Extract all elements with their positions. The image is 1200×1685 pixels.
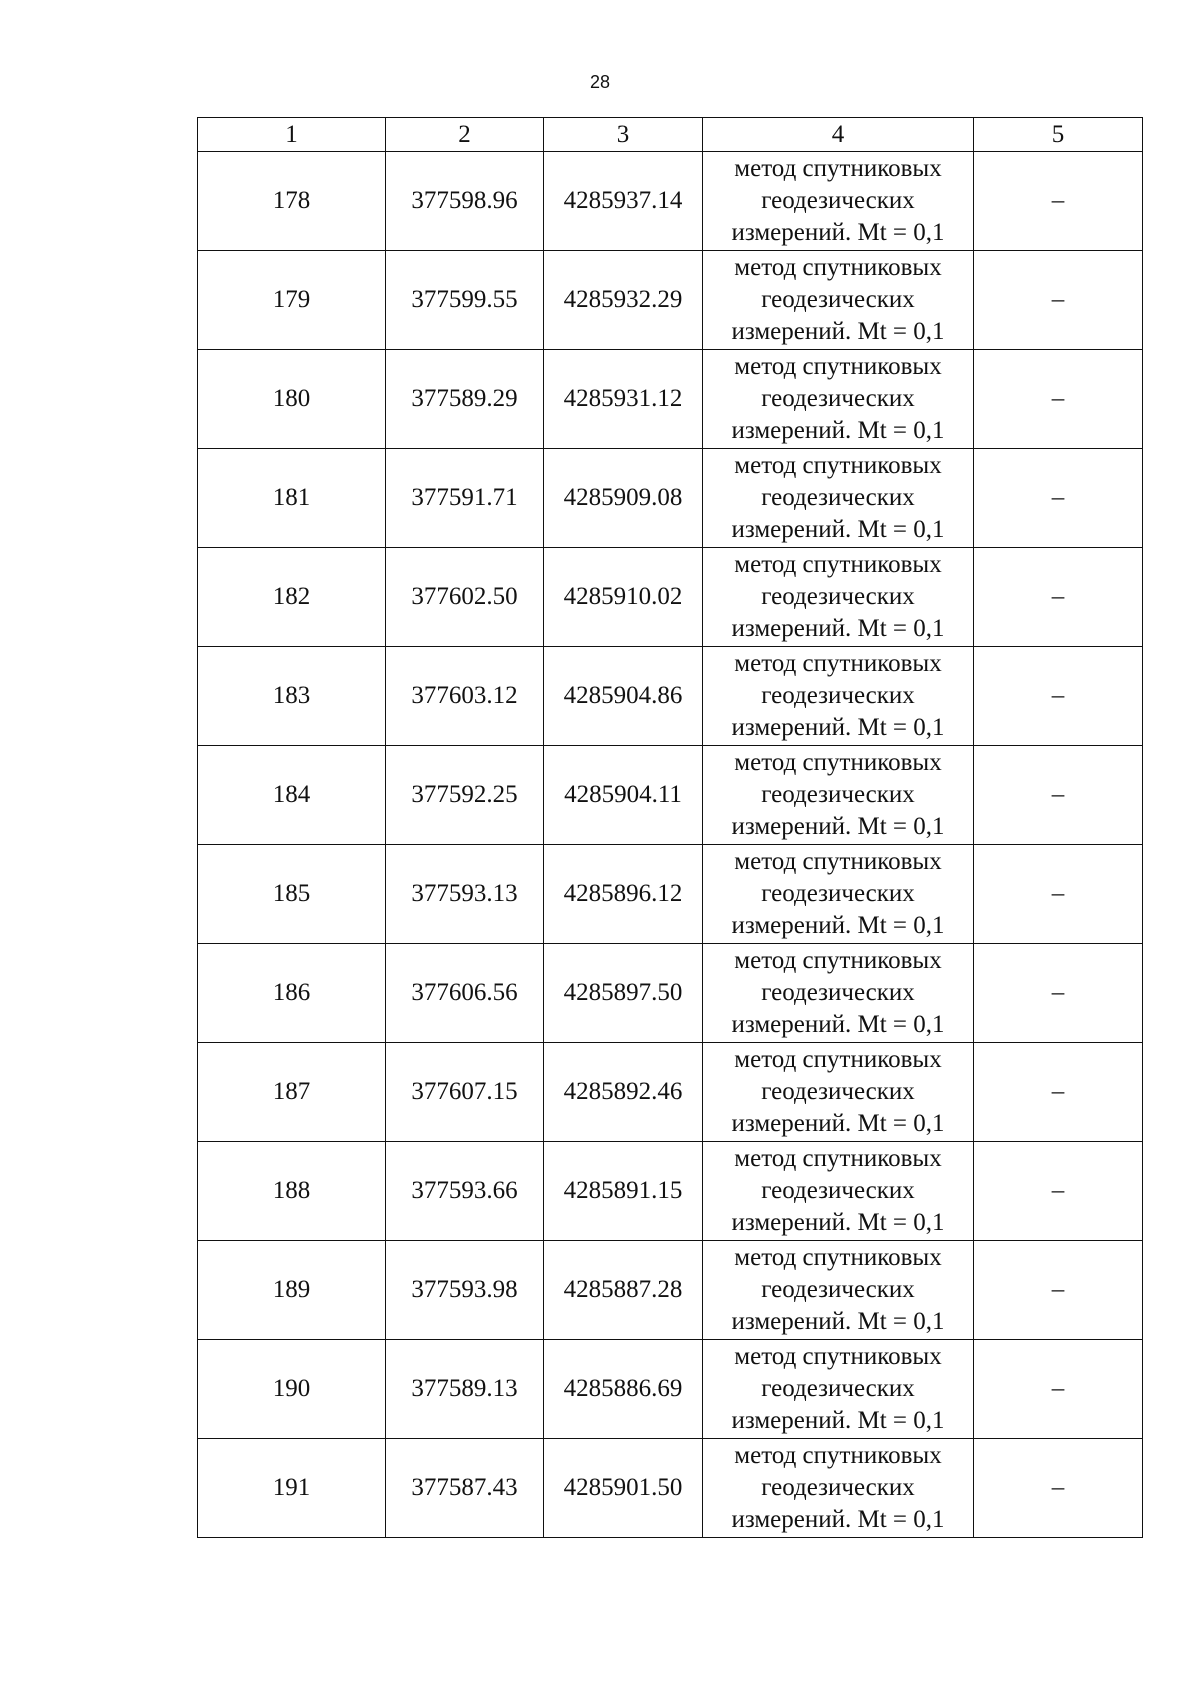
- note-cell: –: [974, 845, 1143, 944]
- method-cell: [703, 1142, 974, 1241]
- note-cell: –: [974, 449, 1143, 548]
- method-line: метод спутниковых: [734, 1046, 942, 1073]
- point-number-cell: 186: [198, 944, 386, 1043]
- table-row: [198, 251, 1143, 350]
- method-line: геодезических: [761, 484, 915, 511]
- point-number-cell: 183: [198, 647, 386, 746]
- note-cell: –: [974, 944, 1143, 1043]
- point-number-cell: 187: [198, 1043, 386, 1142]
- x-coordinate-cell: 377607.15: [386, 1043, 544, 1142]
- method-line: измерений. Mt = 0,1: [731, 417, 945, 444]
- method-line: измерений. Mt = 0,1: [731, 516, 945, 543]
- point-number-cell: 181: [198, 449, 386, 548]
- y-coordinate-cell: 4285937.14: [544, 152, 703, 251]
- point-number-cell: 189: [198, 1241, 386, 1340]
- method-line: геодезических: [761, 682, 915, 709]
- x-coordinate-cell: 377587.43: [386, 1439, 544, 1538]
- method-line: геодезических: [761, 286, 915, 313]
- method-cell: [703, 647, 974, 746]
- table-row: [198, 449, 1143, 548]
- point-number-cell: 185: [198, 845, 386, 944]
- method-line: метод спутниковых: [734, 1145, 942, 1172]
- point-number-cell: 178: [198, 152, 386, 251]
- y-coordinate-cell: 4285886.69: [544, 1340, 703, 1439]
- y-coordinate-cell: 4285904.86: [544, 647, 703, 746]
- note-cell: –: [974, 1241, 1143, 1340]
- method-line: геодезических: [761, 1177, 915, 1204]
- method-line: метод спутниковых: [734, 947, 942, 974]
- table-row: [198, 350, 1143, 449]
- x-coordinate-cell: 377589.13: [386, 1340, 544, 1439]
- method-line: метод спутниковых: [734, 1442, 942, 1469]
- point-number-cell: 184: [198, 746, 386, 845]
- x-coordinate-cell: 377606.56: [386, 944, 544, 1043]
- method-line: измерений. Mt = 0,1: [731, 1209, 945, 1236]
- coordinates-table: [197, 117, 1143, 1538]
- method-cell: [703, 548, 974, 647]
- method-line: метод спутниковых: [734, 1244, 942, 1271]
- table-row: [198, 1340, 1143, 1439]
- method-line: измерений. Mt = 0,1: [731, 1110, 945, 1137]
- table-row: [198, 1043, 1143, 1142]
- table-body: [198, 152, 1143, 1538]
- method-line: метод спутниковых: [734, 650, 942, 677]
- note-cell: –: [974, 350, 1143, 449]
- x-coordinate-cell: 377589.29: [386, 350, 544, 449]
- y-coordinate-cell: 4285887.28: [544, 1241, 703, 1340]
- y-coordinate-cell: 4285897.50: [544, 944, 703, 1043]
- header-col-5: 5: [974, 118, 1143, 152]
- table-row: [198, 944, 1143, 1043]
- note-cell: –: [974, 1142, 1143, 1241]
- method-cell: [703, 152, 974, 251]
- method-line: метод спутниковых: [734, 155, 942, 182]
- method-cell: [703, 1340, 974, 1439]
- note-cell: –: [974, 647, 1143, 746]
- method-cell: [703, 1439, 974, 1538]
- x-coordinate-cell: 377603.12: [386, 647, 544, 746]
- y-coordinate-cell: 4285910.02: [544, 548, 703, 647]
- table-row: [198, 152, 1143, 251]
- method-line: метод спутниковых: [734, 452, 942, 479]
- note-cell: –: [974, 746, 1143, 845]
- y-coordinate-cell: 4285896.12: [544, 845, 703, 944]
- y-coordinate-cell: 4285901.50: [544, 1439, 703, 1538]
- x-coordinate-cell: 377598.96: [386, 152, 544, 251]
- y-coordinate-cell: 4285892.46: [544, 1043, 703, 1142]
- point-number-cell: 188: [198, 1142, 386, 1241]
- method-line: метод спутниковых: [734, 353, 942, 380]
- method-line: измерений. Mt = 0,1: [731, 813, 945, 840]
- method-line: измерений. Mt = 0,1: [731, 219, 945, 246]
- y-coordinate-cell: 4285931.12: [544, 350, 703, 449]
- note-cell: –: [974, 1439, 1143, 1538]
- y-coordinate-cell: 4285909.08: [544, 449, 703, 548]
- method-line: геодезических: [761, 1375, 915, 1402]
- method-line: метод спутниковых: [734, 1343, 942, 1370]
- method-line: измерений. Mt = 0,1: [731, 615, 945, 642]
- note-cell: –: [974, 1340, 1143, 1439]
- table-row: [198, 845, 1143, 944]
- y-coordinate-cell: 4285891.15: [544, 1142, 703, 1241]
- method-line: метод спутниковых: [734, 749, 942, 776]
- x-coordinate-cell: 377599.55: [386, 251, 544, 350]
- table-row: [198, 1439, 1143, 1538]
- x-coordinate-cell: 377591.71: [386, 449, 544, 548]
- method-line: геодезических: [761, 1474, 915, 1501]
- point-number-cell: 180: [198, 350, 386, 449]
- y-coordinate-cell: 4285932.29: [544, 251, 703, 350]
- header-col-2: 2: [386, 118, 544, 152]
- method-line: геодезических: [761, 781, 915, 808]
- header-col-3: 3: [544, 118, 703, 152]
- method-cell: [703, 449, 974, 548]
- method-line: геодезических: [761, 1276, 915, 1303]
- x-coordinate-cell: 377593.13: [386, 845, 544, 944]
- method-line: геодезических: [761, 880, 915, 907]
- table-row: [198, 746, 1143, 845]
- method-line: измерений. Mt = 0,1: [731, 714, 945, 741]
- method-cell: [703, 1241, 974, 1340]
- x-coordinate-cell: 377602.50: [386, 548, 544, 647]
- header-col-4: 4: [703, 118, 974, 152]
- point-number-cell: 191: [198, 1439, 386, 1538]
- method-line: геодезических: [761, 979, 915, 1006]
- method-line: геодезических: [761, 385, 915, 412]
- point-number-cell: 179: [198, 251, 386, 350]
- method-line: измерений. Mt = 0,1: [731, 1308, 945, 1335]
- table-row: [198, 1142, 1143, 1241]
- method-cell: [703, 1043, 974, 1142]
- method-cell: [703, 944, 974, 1043]
- table-row: [198, 647, 1143, 746]
- x-coordinate-cell: 377593.66: [386, 1142, 544, 1241]
- method-cell: [703, 251, 974, 350]
- table-row: [198, 548, 1143, 647]
- table-header: [198, 118, 1143, 152]
- y-coordinate-cell: 4285904.11: [544, 746, 703, 845]
- page-number: 28: [589, 72, 611, 92]
- header-col-1: 1: [198, 118, 386, 152]
- method-line: измерений. Mt = 0,1: [731, 1407, 945, 1434]
- x-coordinate-cell: 377593.98: [386, 1241, 544, 1340]
- note-cell: –: [974, 1043, 1143, 1142]
- method-cell: [703, 746, 974, 845]
- method-line: геодезических: [761, 1078, 915, 1105]
- header-row: [198, 118, 1143, 152]
- method-line: измерений. Mt = 0,1: [731, 1011, 945, 1038]
- method-line: измерений. Mt = 0,1: [731, 318, 945, 345]
- method-line: метод спутниковых: [734, 551, 942, 578]
- method-line: метод спутниковых: [734, 848, 942, 875]
- note-cell: –: [974, 251, 1143, 350]
- x-coordinate-cell: 377592.25: [386, 746, 544, 845]
- method-line: измерений. Mt = 0,1: [731, 912, 945, 939]
- point-number-cell: 190: [198, 1340, 386, 1439]
- table-row: [198, 1241, 1143, 1340]
- method-cell: [703, 845, 974, 944]
- method-line: метод спутниковых: [734, 254, 942, 281]
- method-line: геодезических: [761, 583, 915, 610]
- method-cell: [703, 350, 974, 449]
- point-number-cell: 182: [198, 548, 386, 647]
- method-line: геодезических: [761, 187, 915, 214]
- note-cell: –: [974, 152, 1143, 251]
- method-line: измерений. Mt = 0,1: [731, 1506, 945, 1533]
- note-cell: –: [974, 548, 1143, 647]
